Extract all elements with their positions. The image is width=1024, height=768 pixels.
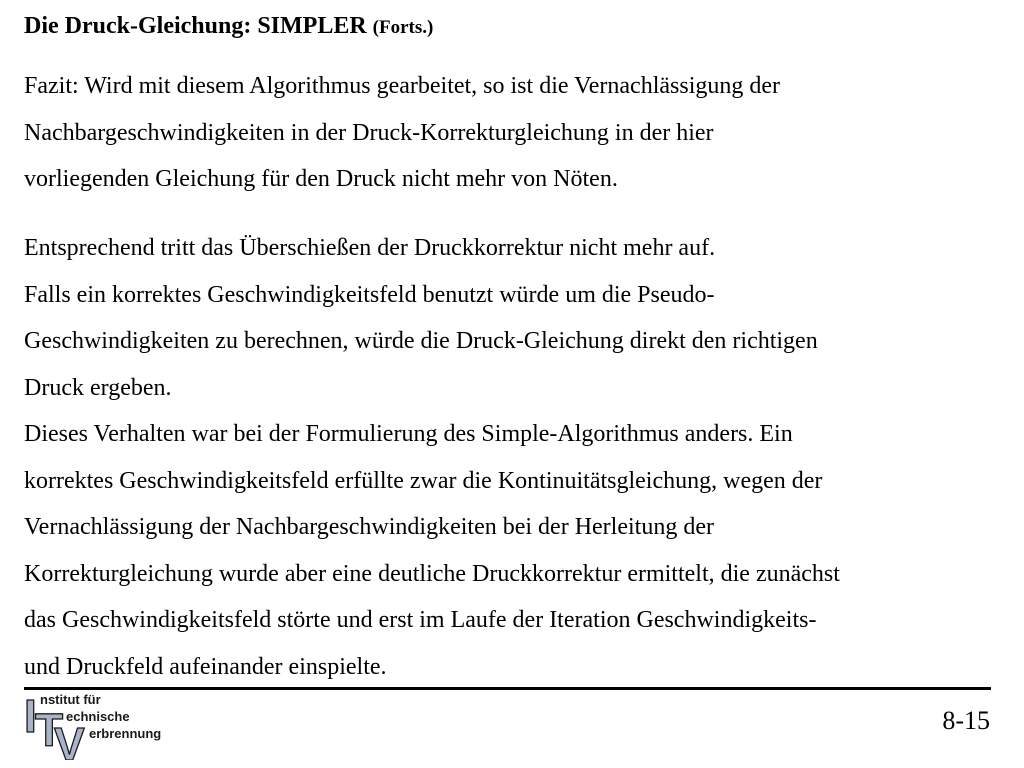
logo-letter-i: I xyxy=(24,690,37,742)
text-line: und Druckfeld aufeinander einspielte. xyxy=(24,653,387,680)
text-line: Entsprechend tritt das Überschießen der Druckkorrektur nicht mehr auf. xyxy=(24,235,716,261)
logo-line-institut: nstitut für xyxy=(40,692,101,707)
text-line: Dieses Verhalten war bei der Formulierung des Simple-Algorithmus anders. Ein xyxy=(24,421,793,447)
text-line: Nachbargeschwindigkeiten in der Druck-Korrekturgleichung in der hier xyxy=(24,119,714,146)
text-line: Druck ergeben. xyxy=(24,374,172,401)
logo-line-verbrennung: erbrennung xyxy=(89,726,162,741)
logo-letter-t: T xyxy=(35,704,64,756)
slide-title xyxy=(24,10,433,44)
text-line: korrektes Geschwindigkeitsfeld erfüllte zwar die Kontinuitätsgleichung, wegen der xyxy=(24,467,823,494)
text-line: Vernachlässigung der Nachbargeschwindigkeiten bei der Herleitung der xyxy=(24,514,714,540)
page-number: 8-15 xyxy=(942,706,990,735)
paragraph-conclusion xyxy=(24,63,780,203)
logo-letter-v: V xyxy=(54,718,85,760)
logo-line-technische: echnische xyxy=(66,709,130,724)
text-line: Fazit: Wird mit diesem Algorithmus gearbeitet, so ist die Vernachlässigung der xyxy=(24,73,781,99)
text-line: Falls ein korrektes Geschwindigkeitsfeld benutzt würde um die Pseudo- xyxy=(24,281,715,308)
paragraph-explanation xyxy=(24,225,840,690)
title-suffix: (Forts.) xyxy=(372,17,434,38)
text-line: vorliegenden Gleichung für den Druck nicht mehr von Nöten. xyxy=(24,166,618,192)
text-line: Geschwindigkeiten zu berechnen, würde die Druck-Gleichung direkt den richtigen xyxy=(24,328,818,354)
text-line: Korrekturgleichung wurde aber eine deutliche Druckkorrektur ermittelt, die zunächst xyxy=(24,560,840,587)
institute-logo xyxy=(24,688,194,760)
text-line: das Geschwindigkeitsfeld störte und erst im Laufe der Iteration Geschwindigkeits- xyxy=(24,607,817,633)
title-main: Die Druck-Gleichung: SIMPLER xyxy=(24,13,367,39)
